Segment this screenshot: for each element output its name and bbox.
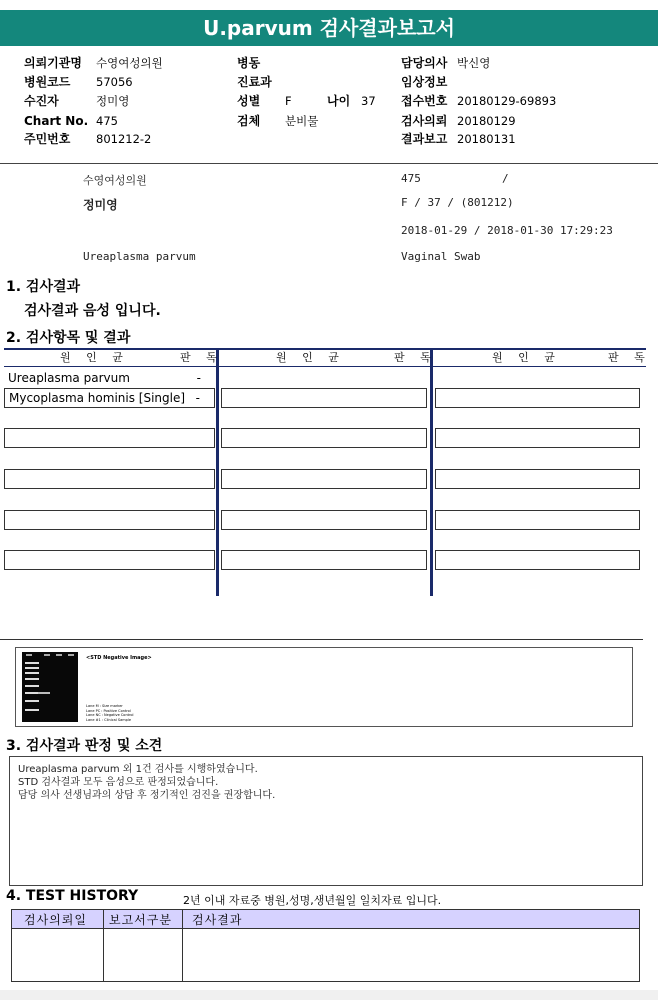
header-sex bbox=[237, 92, 292, 111]
sex-label: 성별 bbox=[237, 94, 261, 108]
header-specimen bbox=[237, 112, 318, 131]
chart-no-value: 475 bbox=[96, 114, 118, 128]
pathogen-name: Ureaplasma parvum bbox=[8, 371, 130, 385]
department-label: 진료과 bbox=[237, 75, 272, 89]
section2-title: 2. 검사항목 및 결과 bbox=[6, 330, 131, 346]
section4-title: 4. TEST HISTORY bbox=[6, 888, 139, 904]
hospital-code-value: 57056 bbox=[96, 75, 133, 89]
hospital-code-label: 병원코드 bbox=[24, 75, 71, 89]
empty-result-cell bbox=[435, 469, 640, 489]
header-doctor bbox=[401, 54, 490, 73]
col-judgement-2: 판 독 bbox=[394, 351, 437, 364]
info-chart-slash: / bbox=[502, 172, 509, 185]
empty-result-cell bbox=[435, 550, 640, 570]
info-chart: 475 bbox=[401, 172, 421, 185]
receipt-no-value: 20180129-69893 bbox=[457, 94, 557, 108]
resident-no-value: 801212-2 bbox=[96, 132, 152, 146]
institution-label: 의뢰기관명 bbox=[24, 56, 82, 70]
request-date-label: 검사의뢰 bbox=[401, 114, 448, 128]
header-department bbox=[237, 73, 272, 92]
empty-result-cell bbox=[435, 510, 640, 530]
result-row bbox=[4, 369, 215, 389]
doctor-value: 박신영 bbox=[457, 56, 491, 70]
empty-result-cell bbox=[4, 550, 215, 570]
chart-no-label: Chart No. bbox=[24, 114, 89, 128]
sex-value: F bbox=[285, 94, 292, 108]
result-row bbox=[4, 388, 215, 408]
header-institution bbox=[24, 54, 163, 73]
header-receipt-no bbox=[401, 92, 556, 111]
opinion-line: Ureaplasma parvum 외 1건 검사를 시행하였습니다. bbox=[18, 764, 258, 775]
section1-title: 1. 검사결과 bbox=[6, 279, 81, 295]
header-age bbox=[327, 92, 376, 111]
info-test: Ureaplasma parvum bbox=[83, 250, 196, 263]
header-resident-no bbox=[24, 130, 151, 149]
results-grid-divider-2 bbox=[430, 348, 433, 596]
institution-value: 수영여성의원 bbox=[96, 56, 163, 70]
history-col-request-date: 검사의뢰일 bbox=[24, 913, 87, 927]
page-footer-bar bbox=[0, 990, 658, 1000]
info-sex-age: F / 37 / (801212) bbox=[401, 196, 514, 209]
history-table bbox=[11, 909, 640, 982]
header-chart-no bbox=[24, 112, 118, 131]
header-report-date bbox=[401, 130, 516, 149]
empty-result-cell bbox=[221, 388, 427, 408]
specimen-value: 분비물 bbox=[285, 114, 319, 128]
opinion-line: 담당 의사 선생님과의 상담 후 정기적인 검진을 권장합니다. bbox=[18, 790, 276, 801]
empty-result-cell bbox=[435, 388, 640, 408]
history-col-result: 검사결과 bbox=[192, 913, 243, 927]
gel-legend-item: Lane NC : Negative Control bbox=[86, 713, 134, 717]
empty-result-cell bbox=[4, 428, 215, 448]
gel-electrophoresis-image bbox=[22, 652, 78, 722]
history-col-report-type: 보고서구분 bbox=[109, 913, 172, 927]
empty-result-cell bbox=[4, 469, 215, 489]
report-date-label: 결과보고 bbox=[401, 132, 448, 146]
history-col-divider bbox=[103, 910, 104, 981]
empty-result-cell bbox=[221, 428, 427, 448]
empty-result-cell bbox=[221, 510, 427, 530]
pathogen-result: - bbox=[196, 371, 201, 385]
col-pathogen-1: 원 인 균 bbox=[60, 351, 129, 364]
receipt-no-label: 접수번호 bbox=[401, 94, 448, 108]
empty-result-cell bbox=[435, 428, 640, 448]
empty-result-cell bbox=[221, 469, 427, 489]
report-date-value: 20180131 bbox=[457, 132, 516, 146]
empty-result-cell bbox=[221, 550, 427, 570]
col-judgement-3: 판 독 bbox=[608, 351, 651, 364]
empty-result-cell bbox=[4, 510, 215, 530]
history-note: 2년 이내 자료중 병원,성명,생년월일 일치자료 입니다. bbox=[183, 894, 442, 907]
doctor-label: 담당의사 bbox=[401, 56, 448, 70]
ward-label: 병동 bbox=[237, 56, 261, 70]
col-pathogen-2: 원 인 균 bbox=[276, 351, 345, 364]
gel-legend-item: Lane M : Size marker bbox=[86, 704, 123, 708]
pathogen-result: - bbox=[195, 391, 200, 405]
section1-result: 검사결과 음성 입니다. bbox=[24, 303, 161, 319]
header-divider bbox=[0, 163, 658, 164]
section-divider bbox=[0, 639, 643, 640]
section3-title: 3. 검사결과 판정 및 소견 bbox=[6, 738, 163, 754]
patient-label: 수진자 bbox=[24, 94, 59, 108]
col-judgement-1: 판 독 bbox=[180, 351, 223, 364]
request-date-value: 20180129 bbox=[457, 114, 516, 128]
gel-image-caption: <STD Negative Image> bbox=[86, 655, 152, 661]
info-institution: 수영여성의원 bbox=[83, 174, 147, 187]
results-grid-header-border bbox=[4, 366, 646, 367]
header-request-date bbox=[401, 112, 516, 131]
specimen-label: 검체 bbox=[237, 114, 261, 128]
info-specimen: Vaginal Swab bbox=[401, 250, 481, 263]
header-patient bbox=[24, 92, 129, 111]
resident-no-label: 주민번호 bbox=[24, 132, 71, 146]
clinical-info-label: 임상정보 bbox=[401, 75, 448, 89]
gel-legend-item: Lane PC : Positive Control bbox=[86, 708, 131, 713]
gel-image-frame bbox=[15, 647, 633, 727]
report-title: U.parvum 검사결과보고서 bbox=[0, 10, 658, 46]
age-label: 나이 bbox=[327, 94, 351, 108]
patient-value: 정미영 bbox=[96, 94, 130, 108]
gel-legend-item: Lane #1 : Clinical Sample bbox=[86, 717, 131, 722]
info-dates: 2018-01-29 / 2018-01-30 17:29:23 bbox=[401, 224, 613, 237]
opinion-line: STD 검사결과 모두 음성으로 판정되었습니다. bbox=[18, 777, 219, 788]
gel-legend bbox=[86, 704, 134, 722]
info-patient: 정미영 bbox=[83, 198, 118, 212]
opinion-box bbox=[9, 756, 643, 886]
col-pathogen-3: 원 인 균 bbox=[492, 351, 561, 364]
pathogen-name: Mycoplasma hominis [Single] bbox=[9, 391, 186, 405]
results-grid-divider-1 bbox=[216, 348, 219, 596]
header-clinical-info bbox=[401, 73, 447, 92]
history-col-divider bbox=[182, 910, 183, 981]
history-table-header bbox=[12, 910, 639, 929]
age-value: 37 bbox=[361, 94, 376, 108]
header-hospital-code bbox=[24, 73, 133, 92]
header-ward bbox=[237, 54, 260, 73]
